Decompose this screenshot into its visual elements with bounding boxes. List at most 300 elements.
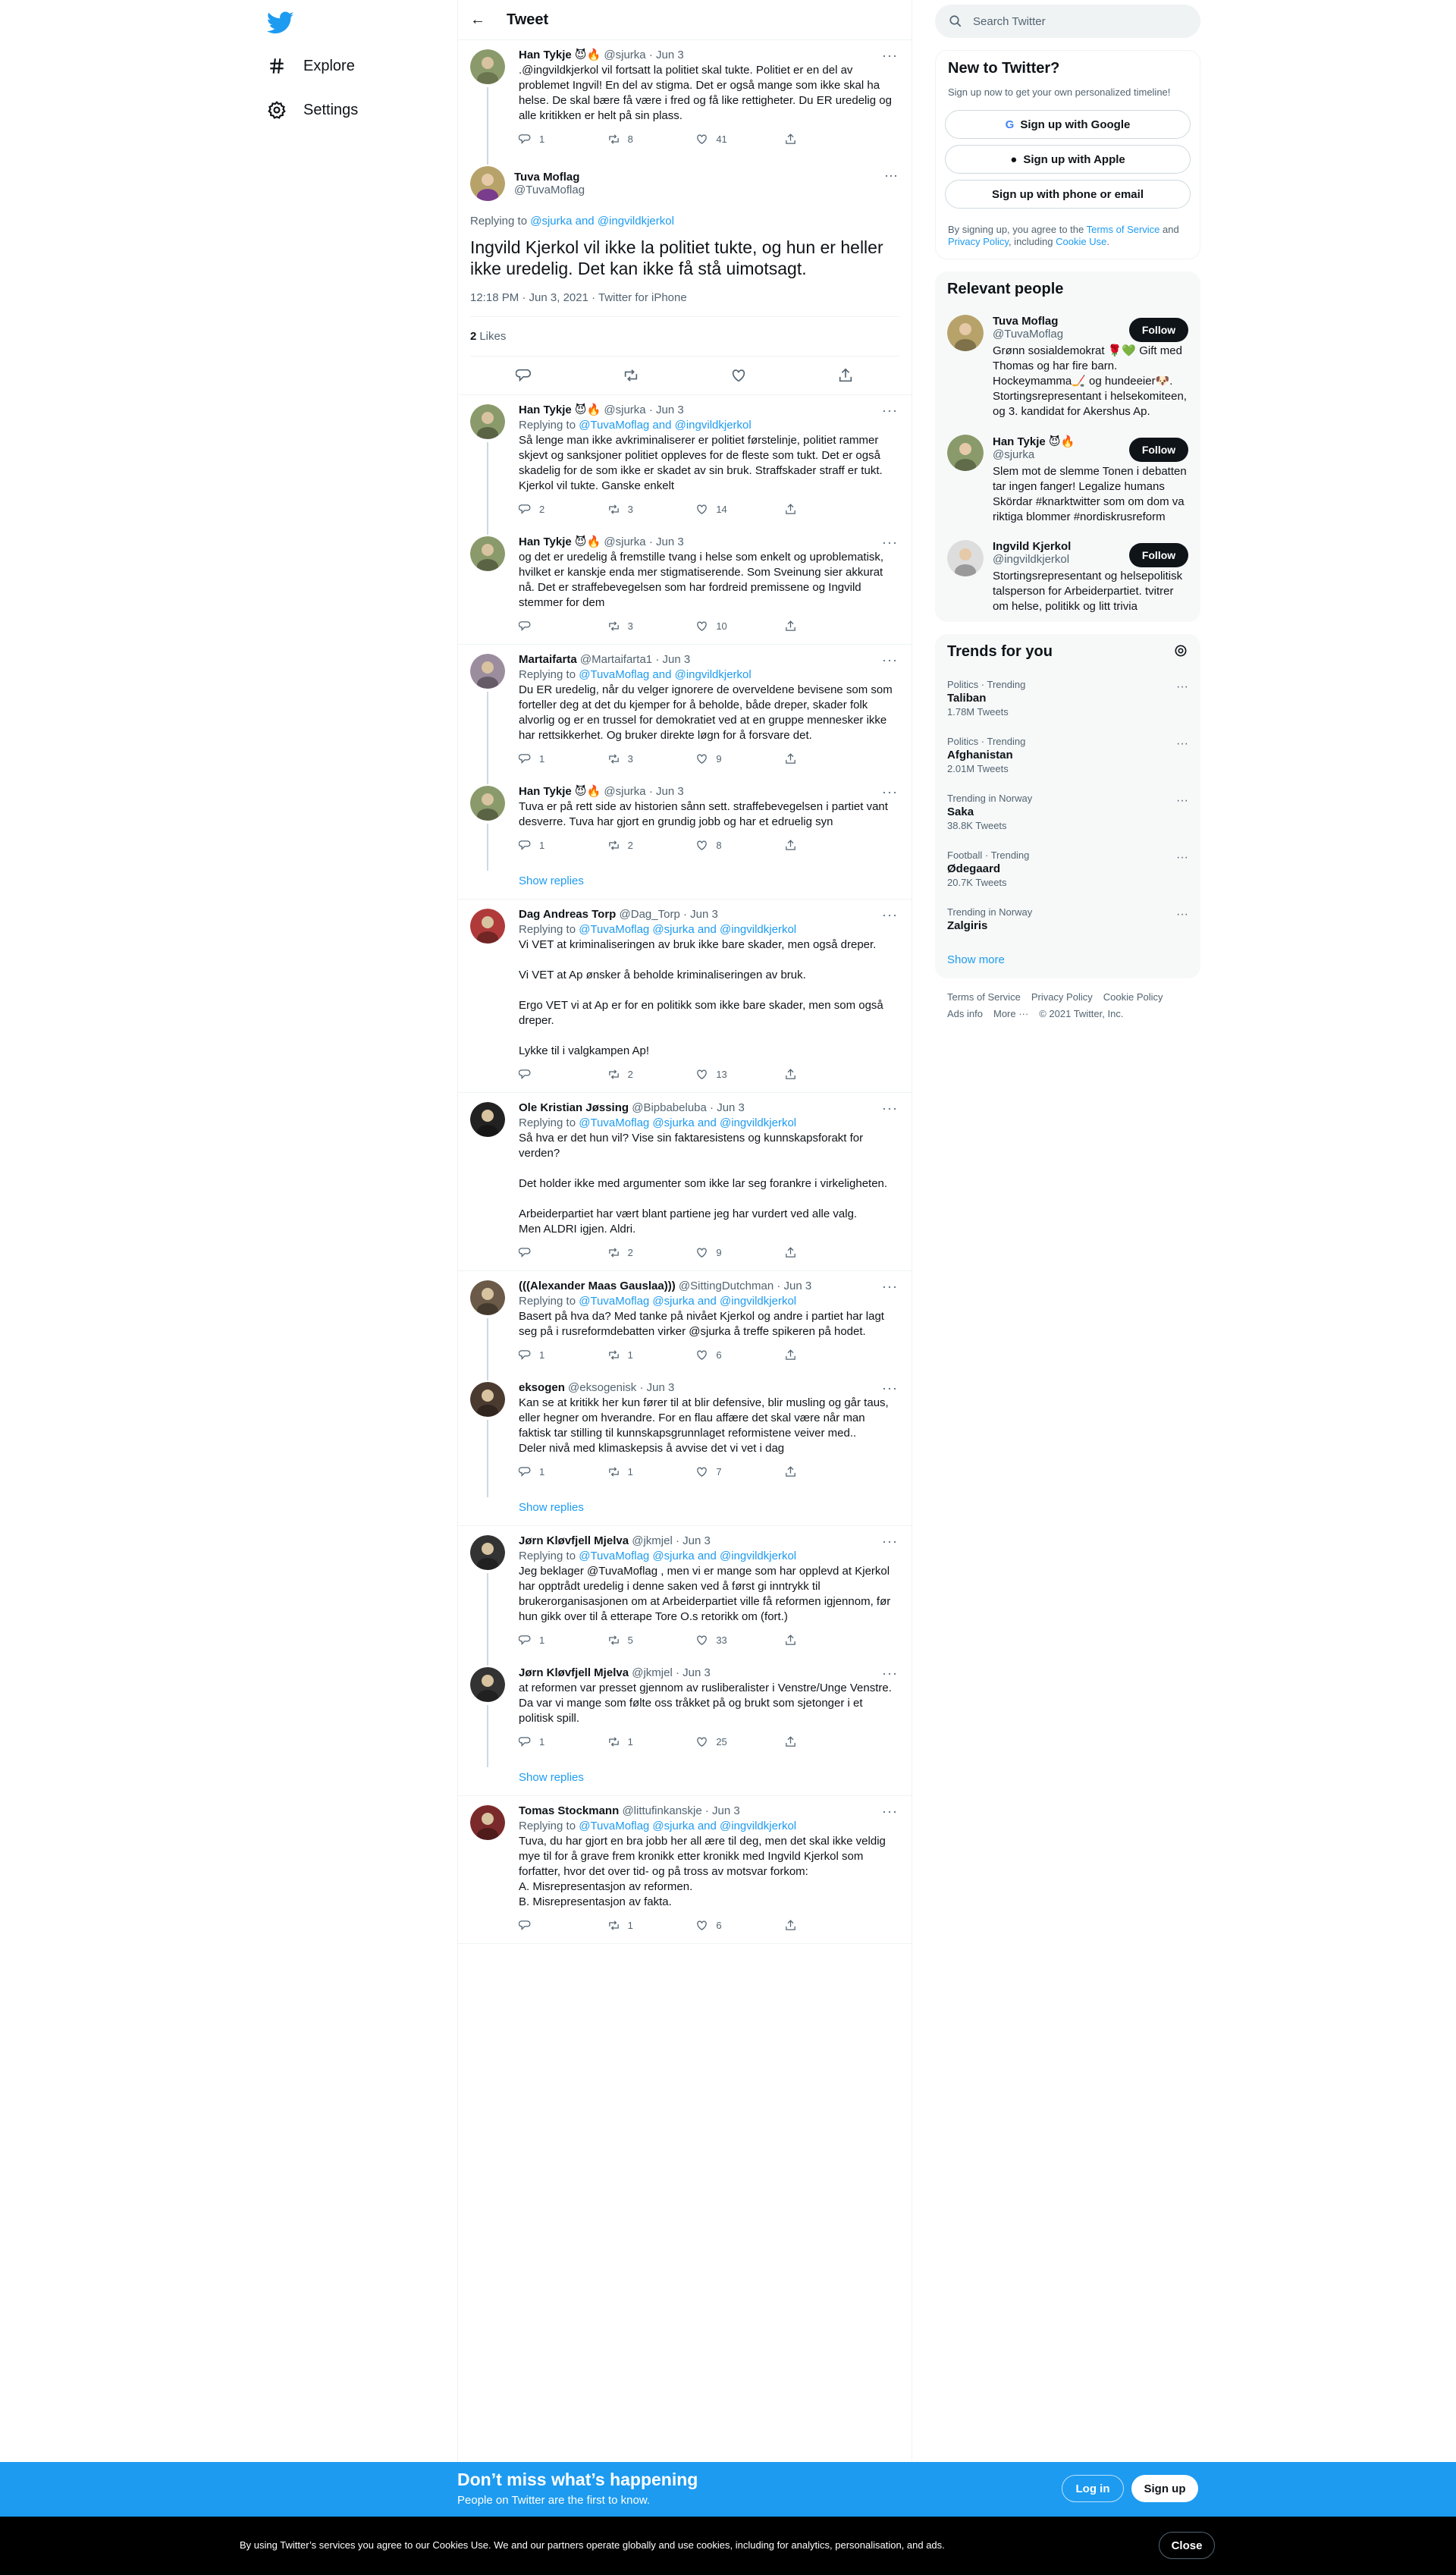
tweet-header bbox=[519, 48, 899, 63]
cookie-banner bbox=[0, 2517, 1456, 2575]
like-button[interactable] bbox=[695, 1246, 748, 1259]
focused-tweet-author bbox=[470, 166, 899, 201]
more-icon[interactable]: ··· bbox=[1176, 908, 1188, 921]
reply-button[interactable] bbox=[519, 1465, 572, 1478]
share-icon bbox=[784, 1465, 797, 1478]
more-icon[interactable]: ··· bbox=[1176, 851, 1188, 864]
author-name[interactable]: eksogen bbox=[519, 1381, 565, 1394]
avatar[interactable] bbox=[470, 786, 505, 821]
retweet-count: 1 bbox=[627, 1465, 633, 1477]
tweet-actions bbox=[519, 1240, 837, 1264]
apple-signup-button[interactable] bbox=[945, 145, 1191, 174]
reply-tweet[interactable] bbox=[458, 1658, 912, 1760]
heart-icon[interactable] bbox=[730, 367, 747, 384]
heart-icon bbox=[695, 1919, 708, 1932]
reply-button[interactable] bbox=[519, 1634, 572, 1647]
reply-icon bbox=[519, 839, 532, 852]
author-name[interactable]: Martaifarta bbox=[519, 653, 577, 666]
thread-line bbox=[487, 87, 488, 165]
tweet-text: Basert på hva da? Med tanke på nivået Kjerkol og andre i partiet har lagt seg på i rusreformdebatten virker @sjurka å treffe spikeren på hodet. bbox=[519, 1310, 884, 1338]
tweet-header bbox=[519, 907, 899, 922]
retweet-count: 1 bbox=[627, 1735, 633, 1748]
tweet-actions bbox=[519, 1342, 837, 1367]
focused-tweet-text: Ingvild Kjerkol vil ikke la politiet tukte, og hun er heller ikke uredelig. Det kan ikke få stå uimotsagt. bbox=[470, 237, 883, 278]
trend-count: 20.7K Tweets bbox=[947, 877, 1007, 888]
replying-label: Replying to bbox=[519, 668, 576, 681]
author-handle: @sjurka bbox=[604, 535, 646, 548]
nav-settings-label: Settings bbox=[303, 101, 359, 118]
replying-to-link[interactable]: @sjurka and @ingvildkjerkol bbox=[530, 215, 674, 228]
person-item[interactable] bbox=[935, 307, 1200, 427]
tweet-text: Vi VET at kriminaliseringen av bruk ikke bare skader, men også dreper. Vi VET at Ap ønsker å beholde kriminaliseringen av bruk. Ergo VET vi at Ap er for en politikk som ikke bare skader, men som også dreper. Lykke til i valgkampen Ap! bbox=[519, 938, 883, 1057]
retweet-count: 3 bbox=[627, 752, 633, 765]
reply-tweet[interactable] bbox=[458, 1271, 912, 1373]
heart-icon bbox=[695, 133, 708, 146]
retweet-button[interactable] bbox=[607, 1735, 661, 1748]
reply-tweet[interactable] bbox=[458, 1093, 912, 1271]
terms-link[interactable]: Terms of Service bbox=[1086, 224, 1160, 235]
trend-name: Taliban bbox=[947, 692, 987, 705]
apple-icon: ● bbox=[1010, 152, 1018, 166]
signup-button[interactable]: Sign up bbox=[1131, 2475, 1198, 2502]
avatar[interactable] bbox=[470, 1667, 505, 1702]
retweet-icon bbox=[607, 503, 620, 516]
like-button[interactable] bbox=[695, 839, 748, 852]
reply-tweet[interactable] bbox=[458, 1796, 912, 1944]
replying-label: Replying to bbox=[519, 1550, 576, 1562]
person-item[interactable] bbox=[935, 427, 1200, 532]
replying-label: Replying to bbox=[470, 215, 528, 228]
tweet-text: Tuva, du har gjort en bra jobb her all ære til deg, men det skal ikke veldig mye til for å grave frem kronikk etter kronikk med Ingvild Kjerkol som forfatter, hvor det over tid- og på tross av motsvar forkom: A. Misrepresentasjon av reformen. B. Misrepresentasjon av fakta. bbox=[519, 1835, 886, 1908]
main-column bbox=[457, 0, 912, 2461]
share-icon bbox=[784, 839, 797, 852]
replying-to-link[interactable]: @TuvaMoflag @sjurka and @ingvildkjerkol bbox=[579, 1550, 797, 1562]
tweet-time[interactable]: · Jun 3 bbox=[675, 1534, 711, 1547]
tweet-time[interactable]: · Jun 3 bbox=[777, 1280, 812, 1292]
tweet-header bbox=[519, 1534, 899, 1549]
retweet-button[interactable] bbox=[607, 133, 661, 146]
share-button[interactable] bbox=[784, 1068, 837, 1081]
author-name[interactable]: Jørn Kløvfjell Mjelva bbox=[519, 1534, 629, 1547]
tweet-text: Jeg beklager @TuvaMoflag , men vi er mange som har opplevd at Kjerkol har opptrådt uredelig i denne saken ved å først gi inntrykk til brukerorganisasjonen om at Arbeiderpartiet ville få reformen igjennom, før hun gikk over til å etterape Tore O.s retorikk om (fort.) bbox=[519, 1565, 891, 1623]
tweet-time[interactable]: · Jun 3 bbox=[648, 49, 684, 61]
avatar[interactable] bbox=[470, 166, 505, 201]
replying-label: Replying to bbox=[519, 1295, 576, 1308]
new-to-twitter-card bbox=[935, 50, 1200, 259]
tweet-time[interactable]: · Jun 3 bbox=[648, 404, 684, 416]
right-sidebar bbox=[935, 0, 1200, 1033]
follow-button[interactable]: Follow bbox=[1129, 318, 1188, 342]
apple-signup-label: Sign up with Apple bbox=[1023, 152, 1125, 166]
share-button[interactable] bbox=[784, 1919, 837, 1932]
parent-tweet[interactable] bbox=[458, 40, 912, 157]
share-button[interactable] bbox=[784, 1349, 837, 1361]
trend-count: 38.8K Tweets bbox=[947, 820, 1007, 831]
like-count: 33 bbox=[716, 1634, 727, 1646]
more-icon[interactable]: ··· bbox=[882, 1804, 898, 1819]
more-icon[interactable]: ··· bbox=[882, 403, 898, 418]
share-button[interactable] bbox=[784, 620, 837, 633]
tweet-time[interactable]: · Jun 3 bbox=[655, 653, 691, 666]
tweet-meta[interactable]: 12:18 PM · Jun 3, 2021 · Twitter for iPhone bbox=[470, 291, 899, 317]
reply-tweet[interactable] bbox=[458, 527, 912, 645]
like-count: 10 bbox=[716, 620, 727, 632]
reply-tweet[interactable] bbox=[458, 777, 912, 863]
retweet-button[interactable] bbox=[607, 1465, 661, 1478]
page-header bbox=[458, 0, 912, 40]
retweet-icon bbox=[607, 1919, 620, 1932]
like-count: 8 bbox=[716, 839, 722, 851]
tweet-actions bbox=[519, 746, 837, 771]
reply-button[interactable] bbox=[519, 1735, 572, 1748]
avatar[interactable] bbox=[947, 315, 984, 351]
avatar[interactable] bbox=[947, 435, 984, 471]
replying-to-link[interactable]: @TuvaMoflag @sjurka and @ingvildkjerkol bbox=[579, 923, 797, 936]
reply-tweet[interactable] bbox=[458, 1373, 912, 1490]
like-button[interactable] bbox=[695, 752, 748, 765]
reply-tweet[interactable] bbox=[458, 395, 912, 527]
like-count: 25 bbox=[716, 1735, 727, 1748]
like-count: 6 bbox=[716, 1349, 722, 1361]
replying-to-link[interactable]: @TuvaMoflag @sjurka and @ingvildkjerkol bbox=[579, 1820, 797, 1832]
tweet-header bbox=[519, 1804, 899, 1819]
more-icon[interactable]: ··· bbox=[882, 1279, 898, 1294]
replying-to-link[interactable]: @TuvaMoflag and @ingvildkjerkol bbox=[579, 668, 752, 681]
more-icon[interactable]: ··· bbox=[882, 1101, 898, 1116]
replying-to-link[interactable]: @TuvaMoflag @sjurka and @ingvildkjerkol bbox=[579, 1295, 797, 1308]
relevant-people-card bbox=[935, 272, 1200, 622]
cookie-link[interactable]: Cookie Use bbox=[1056, 236, 1107, 247]
like-button[interactable] bbox=[695, 1068, 748, 1081]
person-name[interactable]: Tuva Moflag bbox=[993, 315, 1059, 328]
gear-icon bbox=[267, 100, 287, 120]
footer-ads[interactable]: Ads info bbox=[947, 1008, 983, 1019]
trend-item[interactable] bbox=[935, 783, 1200, 840]
retweet-icon bbox=[607, 1735, 620, 1748]
reply-button[interactable] bbox=[519, 1349, 572, 1361]
share-icon bbox=[784, 133, 797, 146]
share-button[interactable] bbox=[784, 133, 837, 146]
tweet-time[interactable]: · Jun 3 bbox=[675, 1666, 711, 1679]
promo-subtitle: People on Twitter are the first to know. bbox=[457, 2494, 651, 2507]
gear-icon[interactable] bbox=[1173, 643, 1188, 658]
retweet-count: 5 bbox=[627, 1634, 633, 1646]
author-name[interactable]: Tuva Moflag bbox=[514, 171, 580, 184]
share-icon[interactable] bbox=[837, 367, 854, 384]
share-button[interactable] bbox=[784, 839, 837, 852]
close-button[interactable]: Close bbox=[1159, 2532, 1215, 2559]
author-name[interactable]: Han Tykje 😈🔥 bbox=[519, 49, 601, 61]
show-more-link[interactable]: Show more bbox=[947, 953, 1005, 966]
avatar[interactable] bbox=[470, 1805, 505, 1840]
reply-icon bbox=[519, 752, 532, 765]
signup-promo-banner bbox=[0, 2462, 1456, 2517]
retweet-count: 2 bbox=[627, 1068, 633, 1080]
share-button[interactable] bbox=[784, 1246, 837, 1259]
share-icon bbox=[784, 1735, 797, 1748]
focused-tweet bbox=[458, 157, 912, 395]
person-name[interactable]: Ingvild Kjerkol bbox=[993, 540, 1072, 553]
share-button[interactable] bbox=[784, 1465, 837, 1478]
share-button[interactable] bbox=[784, 503, 837, 516]
retweet-count: 2 bbox=[627, 1246, 633, 1258]
promo-headline: Don’t miss what’s happening bbox=[457, 2470, 698, 2489]
retweet-button[interactable] bbox=[607, 1919, 661, 1932]
google-signup-label: Sign up with Google bbox=[1020, 118, 1131, 131]
author-handle: @eksogenisk bbox=[568, 1381, 637, 1394]
phone-signup-button[interactable] bbox=[945, 180, 1191, 209]
retweet-icon bbox=[607, 839, 620, 852]
reply-count: 2 bbox=[539, 503, 545, 515]
tweet-time[interactable]: · Jun 3 bbox=[648, 785, 684, 798]
heart-icon bbox=[695, 1246, 708, 1259]
replying-to-link[interactable]: @TuvaMoflag and @ingvildkjerkol bbox=[579, 419, 752, 432]
people-list bbox=[935, 307, 1200, 622]
tweet-text: at reformen var presset gjennom av rusliberalister i Venstre/Unge Venstre. Da var vi mange som følte oss tråkket på og brukt som sjetonger i et politisk spill. bbox=[519, 1682, 892, 1725]
like-count: 9 bbox=[716, 1246, 722, 1258]
back-arrow-icon[interactable]: ← bbox=[470, 11, 485, 28]
author-name[interactable]: Han Tykje 😈🔥 bbox=[519, 785, 601, 798]
person-item[interactable] bbox=[935, 532, 1200, 622]
reply-button[interactable] bbox=[519, 620, 572, 633]
more-icon[interactable]: ··· bbox=[882, 907, 898, 922]
card-title bbox=[935, 634, 1200, 670]
reply-button[interactable] bbox=[519, 133, 572, 146]
avatar[interactable] bbox=[947, 540, 984, 576]
tweet-text: Så hva er det hun vil? Vise sin faktaresistens og kunnskapsforakt for verden? Det holder ikke med argumenter som ikke lar seg forankre i virkeligheten. Arbeiderpartiet har vært blant partiene jeg har vurdert ved alle valg. Men ALDRI igjen. Aldri. bbox=[519, 1132, 888, 1236]
retweet-button[interactable] bbox=[607, 1246, 661, 1259]
author-handle: @Dag_Torp bbox=[619, 908, 680, 921]
footer-copyright: © 2021 Twitter, Inc. bbox=[1039, 1008, 1124, 1019]
retweet-count: 3 bbox=[627, 503, 633, 515]
likes-label: Likes bbox=[479, 330, 507, 343]
card-subtitle: Sign up now to get your own personalized timeline! bbox=[948, 86, 1171, 98]
like-button[interactable] bbox=[695, 503, 748, 516]
share-icon bbox=[784, 620, 797, 633]
person-bio: Stortingsrepresentant og helsepolitisk talsperson for Arbeiderpartiet. tvitrer om helse, politikk og litt trivia bbox=[993, 570, 1183, 613]
reply-tweet[interactable] bbox=[458, 645, 912, 777]
like-button[interactable] bbox=[695, 133, 748, 146]
more-icon[interactable]: ··· bbox=[882, 1534, 898, 1549]
retweet-button[interactable] bbox=[607, 503, 661, 516]
terms-part: , including bbox=[1008, 236, 1056, 247]
search-input[interactable]: Search Twitter bbox=[973, 14, 1046, 28]
trend-context: Football · Trending bbox=[947, 849, 1030, 861]
avatar[interactable] bbox=[470, 654, 505, 689]
show-replies-link[interactable]: Show replies bbox=[458, 1760, 912, 1796]
reply-count: 1 bbox=[539, 839, 545, 851]
more-icon[interactable]: ··· bbox=[1176, 794, 1188, 807]
like-button[interactable] bbox=[695, 1634, 748, 1647]
heart-icon bbox=[695, 503, 708, 516]
footer-cookie[interactable]: Cookie Policy bbox=[1103, 991, 1163, 1003]
author-name[interactable]: Han Tykje 😈🔥 bbox=[519, 404, 601, 416]
more-icon[interactable]: ··· bbox=[1176, 737, 1188, 750]
retweet-icon bbox=[607, 1634, 620, 1647]
reply-tweet[interactable] bbox=[458, 1526, 912, 1658]
avatar[interactable] bbox=[470, 536, 505, 571]
like-button[interactable] bbox=[695, 620, 748, 633]
heart-icon bbox=[695, 1068, 708, 1081]
show-replies-link[interactable]: Show replies bbox=[458, 863, 912, 900]
replying-to bbox=[470, 215, 899, 228]
tweet-text: Kan se at kritikk her kun fører til at blir defensive, blir musling og går taus, eller hegner om hverandre. For en flau affære det skal være når man faktisk tar stilling til kunnskapsgrunnlaget reformistene veiver med.. Deler nivå med klimaskepsis å avvise det vi vet i dag bbox=[519, 1396, 889, 1455]
like-button[interactable] bbox=[695, 1919, 748, 1932]
follow-button[interactable]: Follow bbox=[1129, 543, 1188, 567]
tweet-time[interactable]: · Jun 3 bbox=[639, 1381, 675, 1394]
trend-item[interactable] bbox=[935, 727, 1200, 783]
more-icon[interactable]: ··· bbox=[882, 535, 898, 550]
author-name[interactable]: (((Alexander Maas Gauslaa))) bbox=[519, 1280, 676, 1292]
replying-to bbox=[519, 922, 899, 937]
tweet-actions bbox=[519, 497, 837, 521]
focused-tweet-actions bbox=[470, 356, 899, 394]
more-icon[interactable]: ··· bbox=[882, 1380, 898, 1396]
hashtag-icon bbox=[267, 56, 287, 76]
reply-icon[interactable] bbox=[516, 367, 532, 384]
retweet-button[interactable] bbox=[607, 1634, 661, 1647]
share-button[interactable] bbox=[784, 1634, 837, 1647]
retweet-count: 8 bbox=[627, 133, 633, 145]
reply-button[interactable] bbox=[519, 503, 572, 516]
search-box[interactable] bbox=[935, 5, 1200, 38]
more-icon[interactable]: ··· bbox=[884, 168, 898, 183]
more-icon[interactable]: ··· bbox=[1176, 680, 1188, 693]
reply-count: 1 bbox=[539, 1465, 545, 1477]
tweet-time[interactable]: · Jun 3 bbox=[648, 535, 684, 548]
person-handle: @TuvaMoflag bbox=[993, 328, 1064, 341]
author-name[interactable]: Tomas Stockmann bbox=[519, 1804, 620, 1817]
retweet-button[interactable] bbox=[607, 1349, 661, 1361]
reply-count: 1 bbox=[539, 1634, 545, 1646]
retweet-count: 3 bbox=[627, 620, 633, 632]
reply-button[interactable] bbox=[519, 839, 572, 852]
reply-count: 1 bbox=[539, 1735, 545, 1748]
replying-to-link[interactable]: @TuvaMoflag @sjurka and @ingvildkjerkol bbox=[579, 1116, 797, 1129]
author-handle: @Martaifarta1 bbox=[579, 653, 653, 666]
author-name[interactable]: Dag Andreas Torp bbox=[519, 908, 617, 921]
show-replies-link[interactable]: Show replies bbox=[458, 1490, 912, 1526]
twitter-logo-icon[interactable] bbox=[267, 9, 294, 36]
more-icon[interactable]: ··· bbox=[882, 48, 898, 63]
author-name[interactable]: Han Tykje 😈🔥 bbox=[519, 535, 601, 548]
share-icon bbox=[784, 1246, 797, 1259]
share-button[interactable] bbox=[784, 752, 837, 765]
tweet-time[interactable]: · Jun 3 bbox=[682, 908, 718, 921]
footer-privacy[interactable]: Privacy Policy bbox=[1031, 991, 1093, 1003]
author-name[interactable]: Ole Kristian Jøssing bbox=[519, 1101, 629, 1114]
retweet-icon bbox=[607, 133, 620, 146]
google-signup-button[interactable] bbox=[945, 110, 1191, 139]
trend-item[interactable] bbox=[935, 670, 1200, 727]
retweet-button[interactable] bbox=[607, 839, 661, 852]
card-title: Relevant people bbox=[947, 281, 1064, 297]
tweet-time[interactable]: · Jun 3 bbox=[704, 1804, 740, 1817]
retweet-button[interactable] bbox=[607, 620, 661, 633]
person-bio: Slem mot de slemme Tonen i debatten tar ingen fanger! Legalize humans Skördar #knarktwitter som om dom va riktiga blommer #nordiskrusreform bbox=[993, 465, 1187, 523]
nav-explore[interactable] bbox=[267, 47, 355, 85]
reply-button[interactable] bbox=[519, 752, 572, 765]
tweet-header bbox=[519, 535, 899, 550]
nav-settings[interactable] bbox=[267, 91, 358, 129]
trend-count: 1.78M Tweets bbox=[947, 706, 1009, 718]
more-icon[interactable]: ··· bbox=[882, 784, 898, 799]
more-icon[interactable]: ··· bbox=[882, 1666, 898, 1681]
avatar[interactable] bbox=[470, 1280, 505, 1315]
like-button[interactable] bbox=[695, 1465, 748, 1478]
retweet-button[interactable] bbox=[607, 752, 661, 765]
trend-context: Trending in Norway bbox=[947, 906, 1033, 918]
follow-button[interactable]: Follow bbox=[1129, 438, 1188, 462]
trend-item[interactable] bbox=[935, 840, 1200, 897]
reply-icon bbox=[519, 1349, 532, 1361]
person-name[interactable]: Han Tykje 😈🔥 bbox=[993, 435, 1075, 448]
thread-line bbox=[487, 1573, 488, 1666]
tweet-header bbox=[519, 1279, 899, 1294]
reply-icon bbox=[519, 1068, 532, 1081]
replying-to bbox=[519, 1116, 899, 1131]
avatar[interactable] bbox=[470, 1102, 505, 1137]
more-icon[interactable]: ··· bbox=[882, 652, 898, 667]
thread-line bbox=[487, 1420, 488, 1497]
privacy-link[interactable]: Privacy Policy bbox=[948, 236, 1009, 247]
terms-part: By signing up, you agree to the bbox=[948, 224, 1087, 235]
author-name[interactable]: Jørn Kløvfjell Mjelva bbox=[519, 1666, 629, 1679]
footer-tos[interactable]: Terms of Service bbox=[947, 991, 1021, 1003]
retweet-button[interactable] bbox=[607, 1068, 661, 1081]
heart-icon bbox=[695, 620, 708, 633]
heart-icon bbox=[695, 1349, 708, 1361]
retweet-icon bbox=[607, 1465, 620, 1478]
share-button[interactable] bbox=[784, 1735, 837, 1748]
like-button[interactable] bbox=[695, 1349, 748, 1361]
trend-item[interactable] bbox=[935, 897, 1200, 941]
share-icon bbox=[784, 503, 797, 516]
tweet-header bbox=[519, 652, 899, 667]
search-icon bbox=[949, 14, 962, 28]
trend-name: Ødegaard bbox=[947, 862, 1001, 875]
footer-more[interactable]: More ··· bbox=[993, 1008, 1029, 1019]
heart-icon bbox=[695, 1634, 708, 1647]
login-button[interactable]: Log in bbox=[1062, 2475, 1124, 2502]
reply-tweet[interactable] bbox=[458, 900, 912, 1093]
avatar[interactable] bbox=[470, 49, 505, 84]
card-title: New to Twitter? bbox=[948, 60, 1060, 77]
trend-count: 2.01M Tweets bbox=[947, 763, 1009, 774]
reply-button[interactable] bbox=[519, 1919, 572, 1932]
reply-button[interactable] bbox=[519, 1246, 572, 1259]
reply-icon bbox=[519, 1465, 532, 1478]
avatar[interactable] bbox=[470, 1535, 505, 1570]
phone-signup-label: Sign up with phone or email bbox=[991, 187, 1144, 201]
like-button[interactable] bbox=[695, 1735, 748, 1748]
likes-summary[interactable] bbox=[470, 317, 899, 356]
reply-button[interactable] bbox=[519, 1068, 572, 1081]
avatar[interactable] bbox=[470, 404, 505, 439]
replying-label: Replying to bbox=[519, 1820, 576, 1832]
terms-part: . bbox=[1106, 236, 1109, 247]
avatar[interactable] bbox=[470, 1382, 505, 1417]
retweet-icon[interactable] bbox=[623, 367, 639, 384]
avatar[interactable] bbox=[470, 909, 505, 944]
share-icon bbox=[784, 1349, 797, 1361]
person-bio: Grønn sosialdemokrat 🌹💚 Gift med Thomas og har fire barn. Hockeymamma🏒 og hundeeier🐶. Stortingsrepresentant i helsekomiteen, og 3. kandidat for Akershus Ap. bbox=[993, 344, 1187, 418]
tweet-time[interactable]: · Jun 3 bbox=[710, 1101, 745, 1114]
like-count: 9 bbox=[716, 752, 722, 765]
reply-icon bbox=[519, 620, 532, 633]
trends-title: Trends for you bbox=[947, 643, 1053, 660]
tweet-header bbox=[519, 1380, 899, 1396]
